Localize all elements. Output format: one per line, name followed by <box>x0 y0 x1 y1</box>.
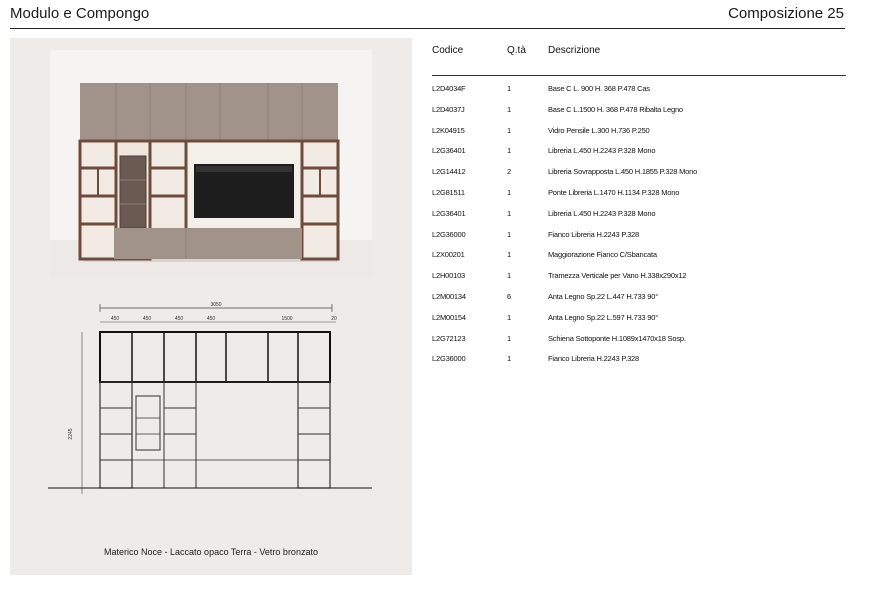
table-row <box>432 292 846 306</box>
quantity-cell: 1 <box>507 104 511 114</box>
module-width-label: 20 <box>331 316 337 322</box>
table-row <box>432 126 846 140</box>
description-cell: Libreria Sovrapposta L.450 H.1855 P.328 Mono <box>548 167 698 177</box>
quantity-cell: 1 <box>507 146 511 156</box>
module-width-label: 1500 <box>281 316 293 322</box>
table-row <box>432 105 846 119</box>
description-cell: Fianco Libreria H.2243 P.328 <box>548 229 639 239</box>
code-cell: L2M00134 <box>432 292 466 301</box>
code-cell: L2G36401 <box>432 208 466 218</box>
column-header-quantity: Q.tà <box>507 45 526 56</box>
quantity-cell: 6 <box>507 292 511 301</box>
code-cell: L2M00154 <box>432 312 466 322</box>
column-header-code: Codice <box>432 45 464 56</box>
quantity-cell: 1 <box>507 84 511 93</box>
description-cell: Anta Legno Sp.22 L.447 H.733 90° <box>548 292 659 301</box>
table-row <box>432 354 846 368</box>
composition-title: Composizione 25 <box>728 5 844 22</box>
code-cell: L2H00103 <box>432 271 466 281</box>
quantity-cell: 1 <box>507 125 511 135</box>
table-row <box>432 209 846 223</box>
description-cell: Anta Legno Sp.22 L.597 H.733 90° <box>548 312 659 322</box>
description-cell: Base C L. 900 H. 368 P.478 Cas <box>548 84 650 93</box>
module-width-label: 450 <box>110 316 120 322</box>
table-row <box>432 334 846 348</box>
product-photo <box>10 38 412 298</box>
product-panel <box>10 38 412 575</box>
table-row <box>432 230 846 244</box>
height-label: 2245 <box>68 428 74 440</box>
quantity-cell: 1 <box>507 229 511 239</box>
total-width-label: 3050 <box>210 302 222 308</box>
code-cell: L2G72123 <box>432 333 466 343</box>
code-cell: L2D4037J <box>432 104 465 114</box>
column-header-description: Descrizione <box>548 45 601 56</box>
code-cell: L2G14412 <box>432 167 466 177</box>
code-cell: L2X00201 <box>432 250 465 260</box>
quantity-cell: 1 <box>507 271 511 281</box>
table-row <box>432 84 846 98</box>
table-row <box>432 250 846 264</box>
quantity-cell: 1 <box>507 188 511 197</box>
description-cell: Vidro Pensile L.300 H.736 P.250 <box>548 125 650 135</box>
quantity-cell: 1 <box>507 208 511 218</box>
code-cell: L2G36401 <box>432 146 466 156</box>
description-cell: Ponte Libreria L.1470 H.1134 P.328 Mono <box>548 188 680 197</box>
table-row <box>432 188 846 202</box>
quantity-cell: 1 <box>507 333 511 343</box>
elevation-drawing <box>44 294 384 494</box>
finish-caption: Materico Noce - Laccato opaco Terra - Vetro bronzato <box>104 547 318 557</box>
table-row <box>432 313 846 327</box>
upper-cabinets <box>80 83 338 141</box>
table-row <box>432 167 846 181</box>
code-cell: L2G36000 <box>432 354 466 364</box>
description-cell: Maggiorazione Fianco C/Sbancata <box>548 250 657 260</box>
table-row <box>432 271 846 285</box>
header-divider <box>10 28 845 29</box>
code-cell: L2K04915 <box>432 125 465 135</box>
quantity-cell: 2 <box>507 167 511 177</box>
description-cell: Base C L.1500 H. 368 P.478 Ribalta Legno <box>548 104 683 114</box>
description-cell: Schiena Sottoponte H.1089x1470x18 Sosp. <box>548 333 686 343</box>
module-width-label: 450 <box>142 316 152 322</box>
quantity-cell: 1 <box>507 354 511 364</box>
table-row <box>432 146 846 160</box>
code-cell: L2D4034F <box>432 84 466 93</box>
quantity-cell: 1 <box>507 250 511 260</box>
code-cell: L2G36000 <box>432 229 466 239</box>
module-width-label: 450 <box>174 316 184 322</box>
table-header-divider <box>432 75 846 76</box>
description-cell: Libreria L.450 H.2243 P.328 Mono <box>548 208 656 218</box>
catalog-title: Modulo e Compongo <box>10 5 150 22</box>
module-width-label: 450 <box>206 316 216 322</box>
quantity-cell: 1 <box>507 312 511 322</box>
description-cell: Libreria L.450 H.2243 P.328 Mono <box>548 146 656 156</box>
description-cell: Fianco Libreria H.2243 P.328 <box>548 354 639 364</box>
description-cell: Tramezza Verticale per Vano H.338x290x12 <box>548 271 687 281</box>
code-cell: L2G81511 <box>432 188 465 197</box>
